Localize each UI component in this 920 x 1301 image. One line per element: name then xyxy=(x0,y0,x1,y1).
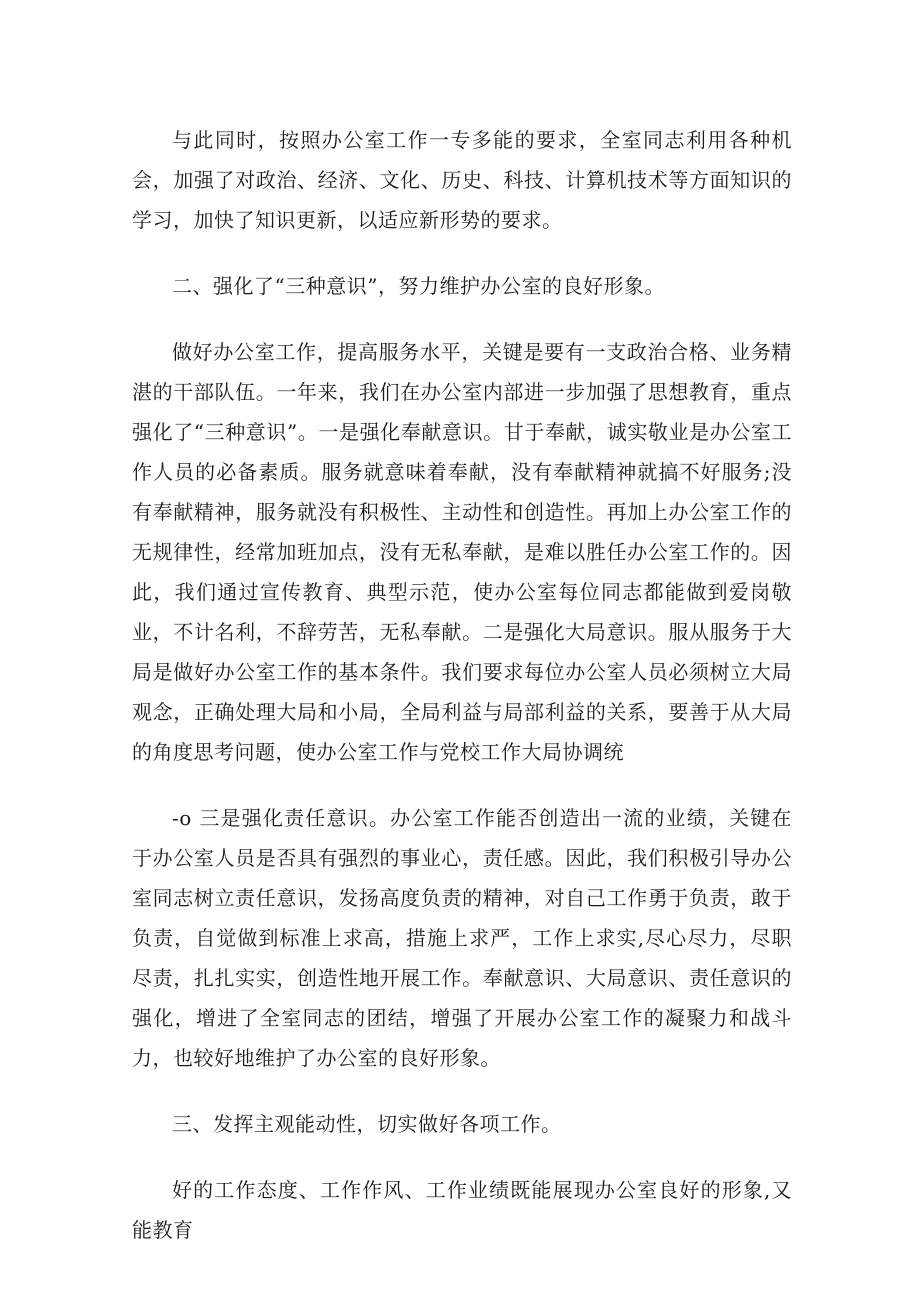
section-heading: 二、强化了“三种意识”，努力维护办公室的良好形象。 xyxy=(172,274,665,298)
body-paragraph: 与此同时，按照办公室工作一专多能的要求，全室同志利用各种机会，加强了对政治、经济、文化、历史、科技、计算机技术等方面知识的学习，加快了知识更新，以适应新形势的要求。 xyxy=(132,128,792,232)
body-paragraph: 做好办公室工作，提高服务水平，关键是要有一支政治合格、业务精湛的干部队伍。一年来，我们在办公室内部进一步加强了思想教育，重点强化了“三种意识”。一是强化奉献意识。甘于奉献，诚实敬业是办公室工作人员的必备素质。服务就意味着奉献，没有奉献精神就搞不好服务;没有奉献精神，服务就没有积极性、主动性和创造性。再加上办公室工作的无规律性，经常加班加点，没有无私奉献，是难以胜任办公室工作的。因此，我们通过宣传教育、典型示范，使办公室每位同志都能做到爱岗敬业，不计名利，不辞劳苦，无私奉献。二是强化大局意识。服从服务于大局是做好办公室工作的基本条件。我们要求每位办公室人员必须树立大局观念，正确处理大局和小局，全局利益与局部利益的关系，要善于从大局的角度思考问题，使办公室工作与党校工作大局协调统 xyxy=(132,340,792,764)
document-body xyxy=(132,120,792,1276)
section-heading: 三、发挥主观能动性，切实做好各项工作。 xyxy=(172,1112,562,1136)
body-paragraph: -o 三是强化责任意识。办公室工作能否创造出一流的业绩，关键在于办公室人员是否具有强烈的事业心，责任感。因此，我们积极引导办公室同志树立责任意识，发扬高度负责的精神，对自己工作勇于负责，敢于负责，自觉做到标准上求高，措施上求严，工作上求实,尽心尽力，尽职尽责，扎扎实实，创造性地开展工作。奉献意识、大局意识、责任意识的强化，增进了全室同志的团结，增强了开展办公室工作的凝聚力和战斗力，也较好地维护了办公室的良好形象。 xyxy=(132,806,792,1070)
body-paragraph: 好的工作态度、工作作风、工作业绩既能展现办公室良好的形象,又能教育 xyxy=(132,1178,792,1242)
